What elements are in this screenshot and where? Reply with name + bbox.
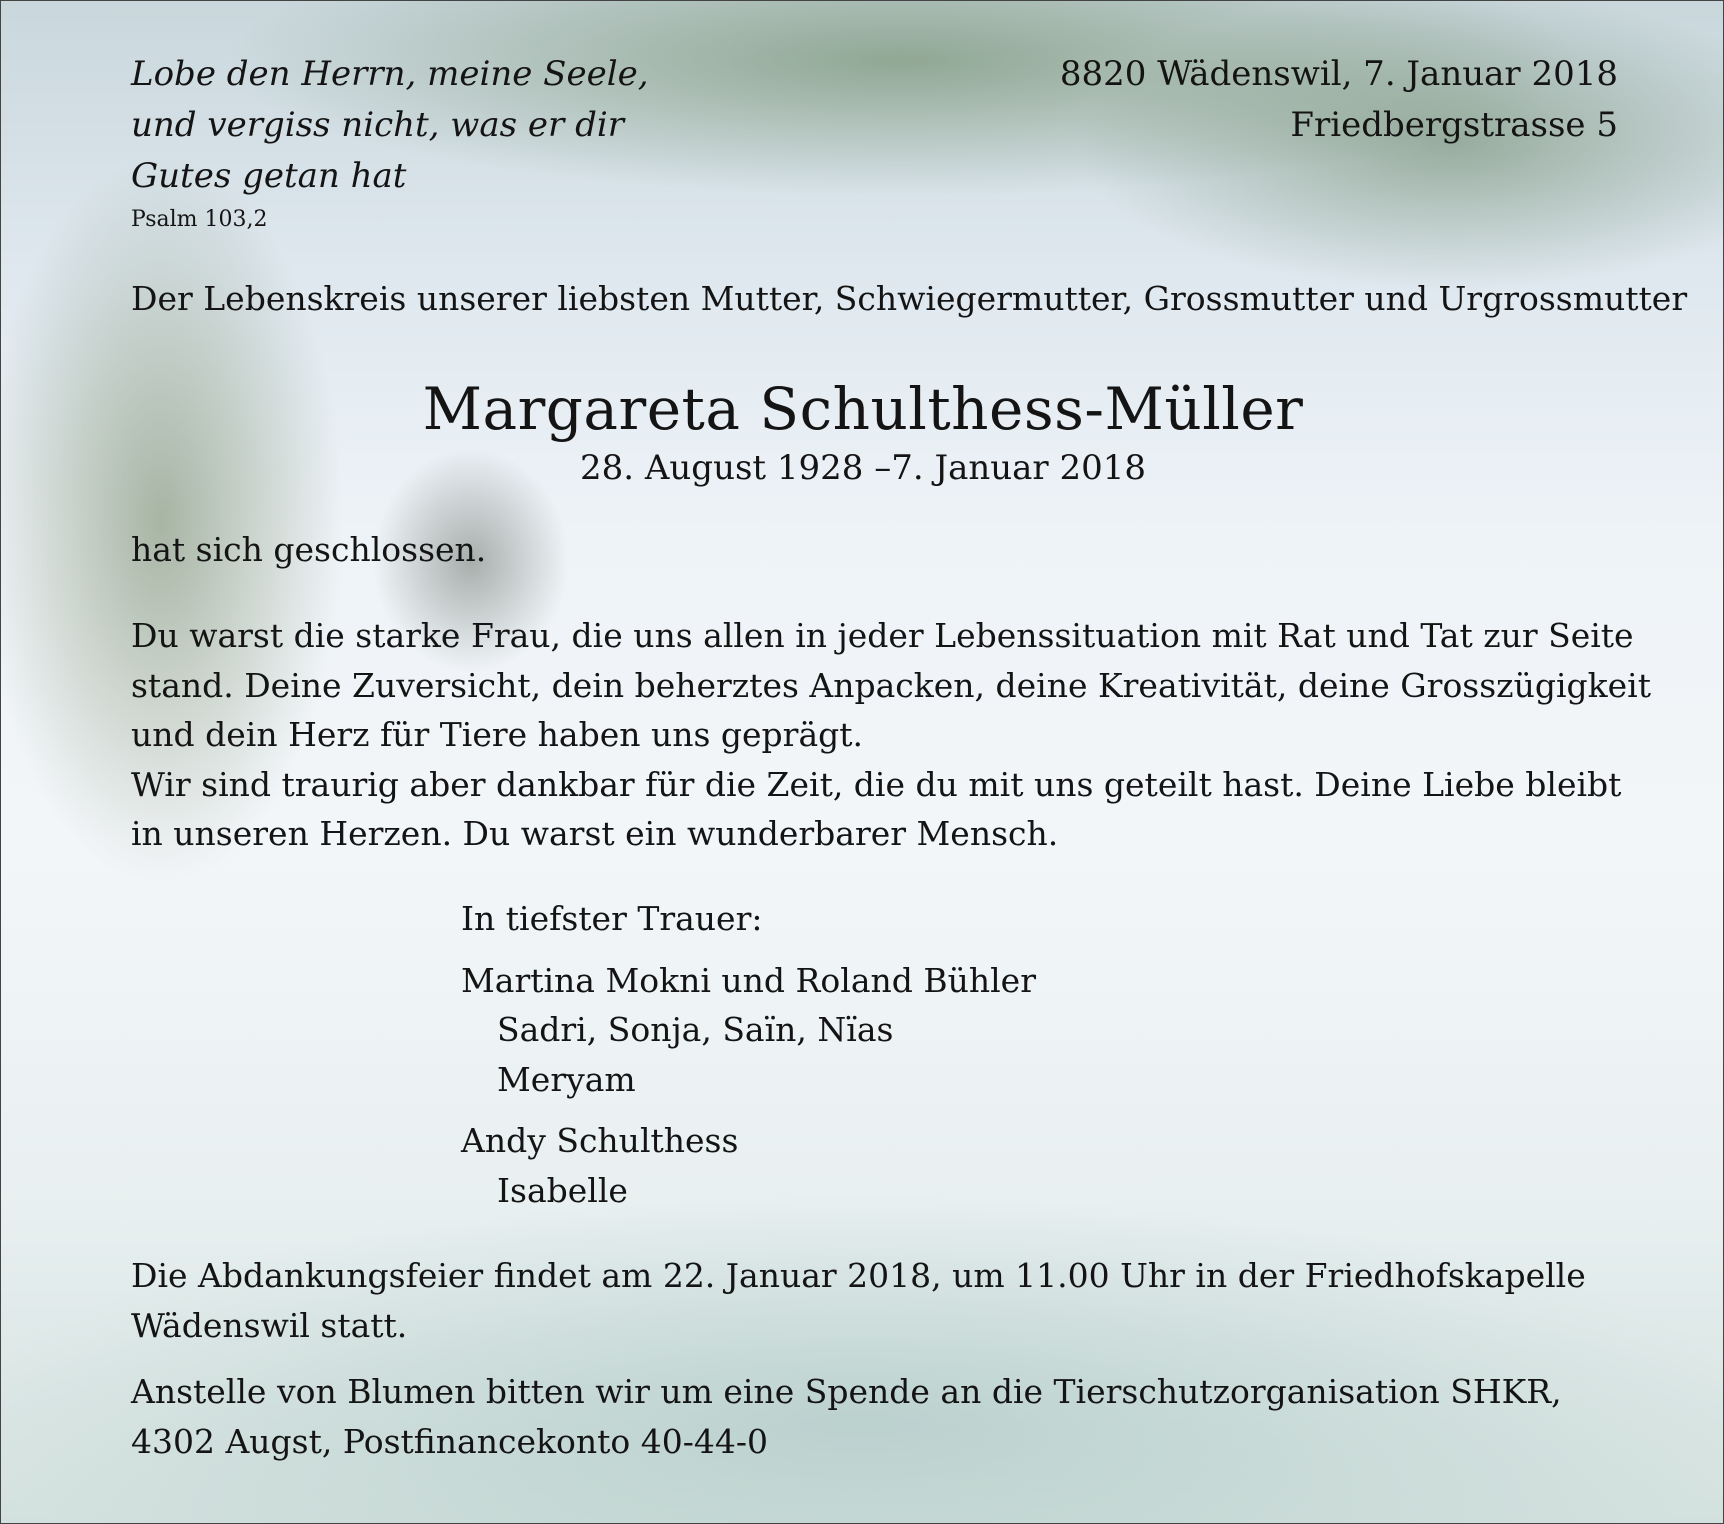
family-head: Martina Mokni und Roland Bühler bbox=[461, 960, 1036, 1000]
service-line: Die Abdankungsfeier findet am 22. Januar 2018, um 11.00 Uhr in der Friedhofskapelle bbox=[131, 1256, 1586, 1295]
tribute-text bbox=[131, 611, 1651, 859]
mourners-list bbox=[461, 894, 1036, 1215]
tribute-line: in unseren Herzen. Du warst ein wunderbarer Mensch. bbox=[131, 814, 1059, 853]
bible-verse bbox=[131, 49, 649, 238]
intro-text: Der Lebenskreis unserer liebsten Mutter, Schwiegermutter, Grossmutter und Urgrossmutter bbox=[131, 279, 1688, 318]
donation-line: Anstelle von Blumen bitten wir um eine Spende an die Tierschutzorganisation SHKR, bbox=[131, 1372, 1562, 1411]
verse-reference: Psalm 103,2 bbox=[131, 207, 268, 232]
mourners-heading: In tiefster Trauer: bbox=[461, 899, 763, 938]
family-head: Andy Schulthess bbox=[461, 1121, 739, 1160]
place-date: 8820 Wädenswil, 7. Januar 2018 bbox=[1059, 54, 1618, 94]
deceased-name: Margareta Schulthess-Müller bbox=[422, 375, 1304, 443]
tribute-line: und dein Herz für Tiere haben uns geprägt. bbox=[131, 715, 864, 754]
verse-line: Lobe den Herrn, meine Seele, bbox=[131, 54, 649, 94]
closing-phrase: hat sich geschlossen. bbox=[131, 530, 487, 569]
donation-info bbox=[131, 1367, 1562, 1466]
street-address: Friedbergstrasse 5 bbox=[1290, 105, 1618, 145]
donation-line: 4302 Augst, Postfinancekonto 40-44-0 bbox=[131, 1421, 769, 1461]
life-dates: 28. August 1928 –7. Januar 2018 bbox=[579, 448, 1147, 488]
address-block bbox=[1060, 49, 1618, 151]
funeral-service-info bbox=[131, 1251, 1586, 1350]
tribute-line: stand. Deine Zuversicht, dein beherztes Anpacken, deine Kreativität, deine Grosszügigkeit bbox=[131, 665, 1651, 705]
family-member: Meryam bbox=[497, 1059, 636, 1099]
service-line: Wädenswil statt. bbox=[131, 1305, 408, 1345]
tribute-line: Wir sind traurig aber dankbar für die Zeit, die du mit uns geteilt hast. Deine Liebe bleibt bbox=[131, 764, 1622, 804]
tribute-line: Du warst die starke Frau, die uns allen in jeder Lebenssituation mit Rat und Tat zur Seite bbox=[131, 616, 1634, 655]
family-member: Sadri, Sonja, Saïn, Nïas bbox=[497, 1010, 894, 1049]
verse-line: Gutes getan hat bbox=[131, 156, 407, 196]
verse-line: und vergiss nicht, was er dir bbox=[131, 105, 624, 145]
family-member: Isabelle bbox=[497, 1170, 628, 1210]
